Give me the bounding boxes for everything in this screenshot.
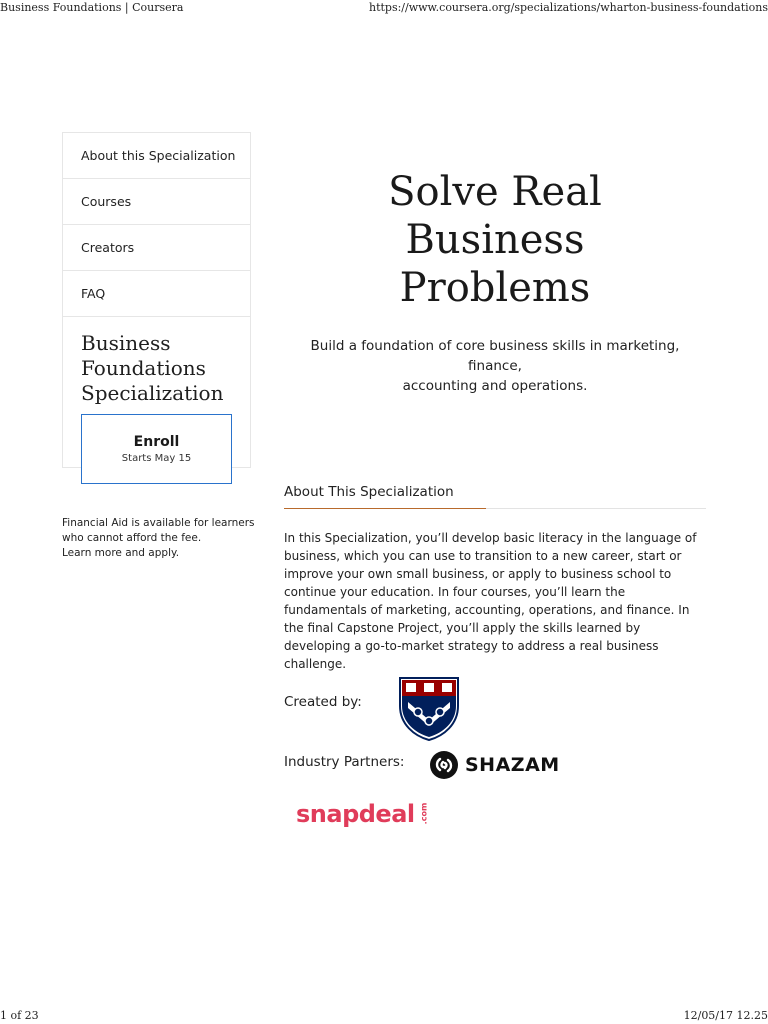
enroll-button-label: Enroll <box>133 434 180 450</box>
headline-line: Business <box>405 217 585 263</box>
shazam-icon <box>429 750 459 780</box>
snapdeal-wordmark: snapdeal <box>296 800 415 828</box>
sidebar <box>62 132 251 468</box>
print-datetime: 12/05/17 12.25 <box>683 1009 768 1022</box>
shazam-logo[interactable] <box>429 750 560 780</box>
section-divider-accent <box>284 508 486 509</box>
created-by-label: Created by: <box>284 694 362 710</box>
financial-aid-note <box>62 516 257 561</box>
financial-aid-text: who cannot afford the fee. <box>62 532 202 544</box>
enroll-button[interactable] <box>81 414 232 484</box>
snapdeal-suffix: .com <box>418 802 428 825</box>
headline-line: Solve Real <box>388 169 602 215</box>
main-content <box>284 160 706 828</box>
penn-shield-logo[interactable] <box>398 676 460 742</box>
sidebar-item-creators[interactable]: Creators <box>63 224 250 270</box>
enroll-start-date: Starts May 15 <box>121 453 192 464</box>
enroll-card <box>63 316 250 468</box>
subheadline-line: Build a foundation of core business skills in marketing, finance, <box>310 338 680 374</box>
created-by-row <box>284 676 706 746</box>
financial-aid-link[interactable]: Learn more and apply. <box>62 547 180 559</box>
print-page-title: Business Foundations | Coursera <box>0 1 184 14</box>
specialization-title <box>81 331 232 406</box>
about-section-title: About This Specialization <box>284 484 454 500</box>
print-page-number: 1 of 23 <box>0 1009 39 1022</box>
financial-aid-text: Financial Aid is available for learners <box>62 517 255 529</box>
industry-partners-label: Industry Partners: <box>284 754 405 770</box>
industry-partners-row <box>284 750 706 790</box>
sidebar-item-courses[interactable]: Courses <box>63 178 250 224</box>
specialization-title-line: Business <box>81 331 171 355</box>
section-divider <box>284 508 706 509</box>
print-footer <box>0 1006 768 1024</box>
page-subheadline <box>284 336 706 396</box>
print-header <box>0 0 768 18</box>
page-headline <box>284 168 706 312</box>
specialization-title-line: Specialization <box>81 381 224 405</box>
subheadline-line: accounting and operations. <box>402 378 588 394</box>
snapdeal-logo[interactable] <box>296 800 436 828</box>
headline-line: Problems <box>399 265 591 311</box>
sidebar-item-faq[interactable]: FAQ <box>63 270 250 316</box>
specialization-title-line: Foundations <box>81 356 206 380</box>
print-page-url: https://www.coursera.org/specializations/wharton-business-foundations <box>368 1 768 14</box>
about-section-body: In this Specialization, you’ll develop basic literacy in the language of business, which you can use to transition to a new career, start or improve your own small business, or apply to business school to continue your education. In four courses, you’ll learn the fundamentals of marketing, accounting, operations, and finance. In the final Capstone Project, you’ll apply the skills learned by developing a go-to-market strategy to address a real business challenge. <box>284 531 697 671</box>
shazam-wordmark: SHAZAM <box>465 754 560 776</box>
sidebar-item-about[interactable]: About this Specialization <box>63 132 250 178</box>
